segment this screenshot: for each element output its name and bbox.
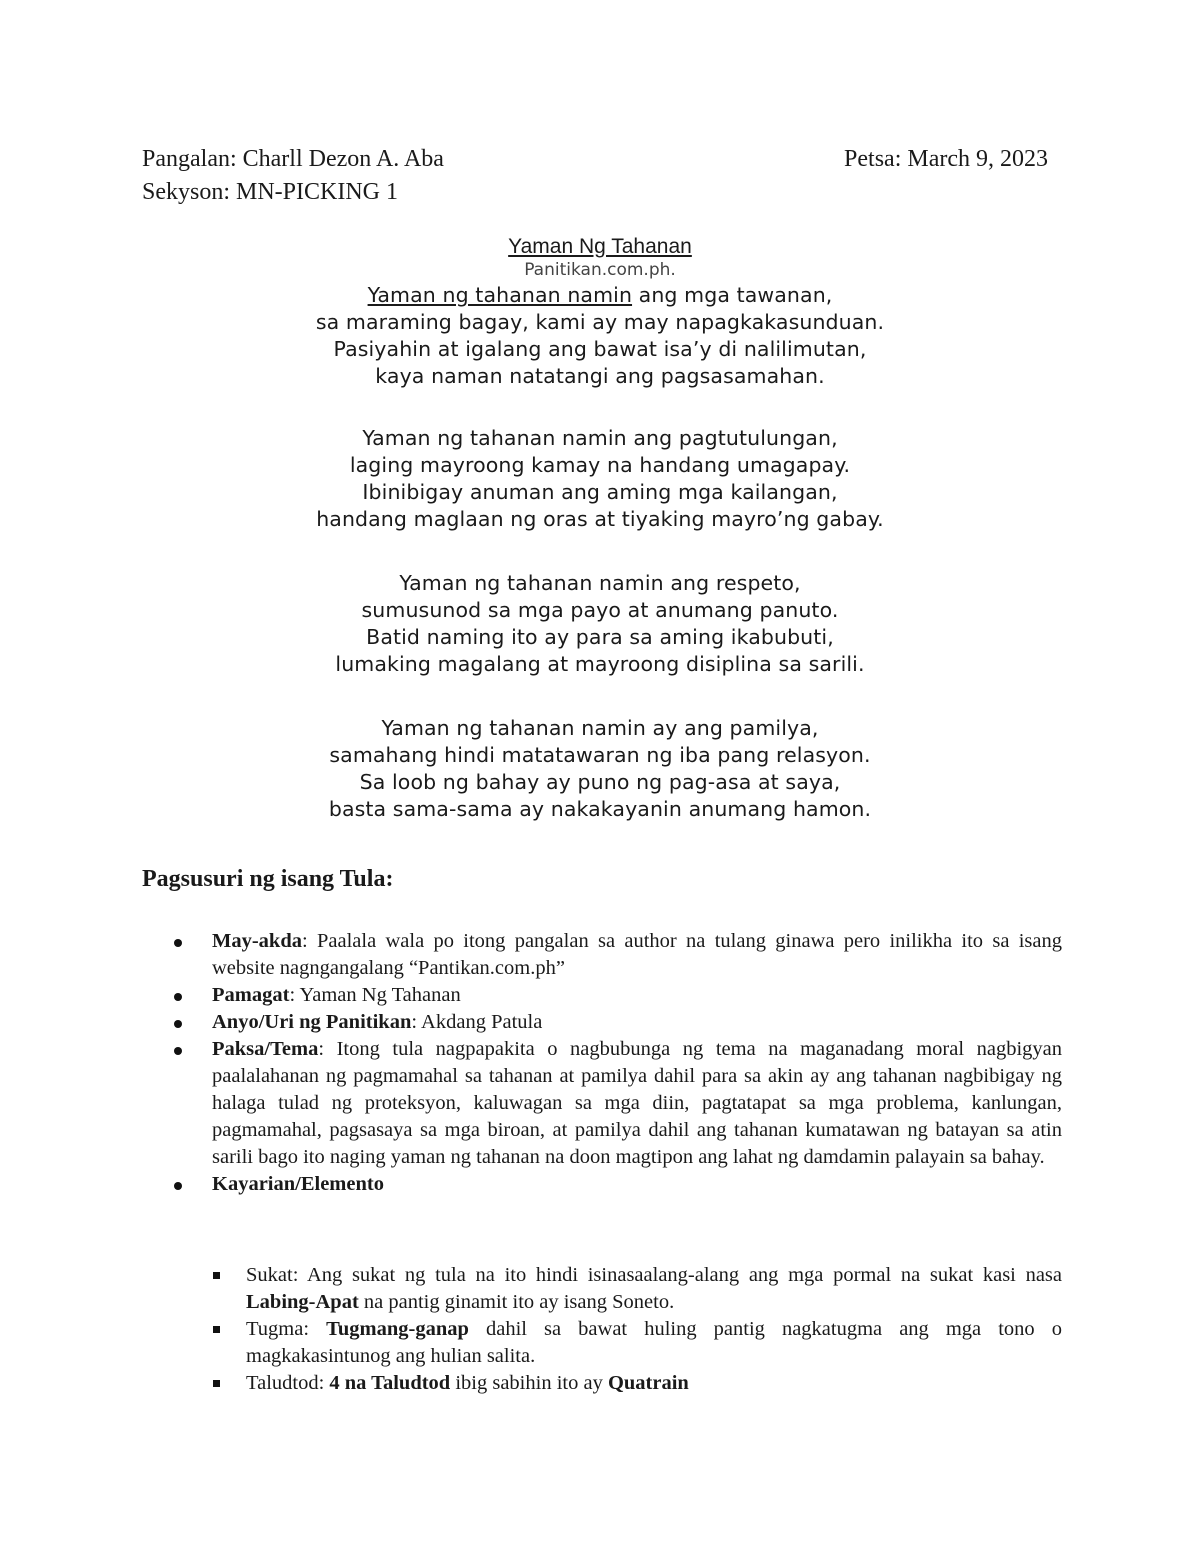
underlined-phrase: Yaman ng tahanan namin	[367, 283, 633, 307]
section: Sekyson: MN-PICKING 1	[142, 179, 399, 205]
stanza-1	[140, 282, 1060, 390]
stanza-4-line-1: Yaman ng tahanan namin ay ang pamilya,	[381, 716, 819, 740]
list-item-theme: Paksa/Tema: Itong tula nagpapakita o nagbubunga ng tema na maganadang moral nagbigyan paalalahanan ng pagmamahal sa tahanan at pamilya dahil para sa akin ay ang tahanan nagbibigay ng halaga tulad ng proteksyon, kaluwagan sa mga diin, pagtatapat sa mga problema, kanlungan, pagmamahal, pagsasaya sa mga biroan, at pamilya dahil ang tahanan kumatawan ng batayan sa atin sarili bago ito naging yaman ng tahanan na doon magtipon ang lahat ng damdamin palayain sa bahay.	[142, 1036, 1062, 1171]
bullet-icon	[174, 939, 182, 947]
stanza-2-line-1: Yaman ng tahanan namin ang pagtutulungan,	[362, 426, 838, 450]
bullet-icon	[174, 1182, 182, 1190]
stanza-2	[140, 425, 1060, 533]
stanza-1-line-2: sa maraming bagay, kami ay may napagkakasunduan.	[315, 310, 885, 334]
analysis-list	[142, 928, 1062, 1198]
stanza-2-line-4: handang maglaan ng oras at tiyaking mayro’ng gabay.	[316, 507, 884, 531]
sub-item-sukat: Sukat: Ang sukat ng tula na ito hindi isinasaalang-alang ang mga pormal na sukat kasi nasa Labing-Apat na pantig ginamit ito ay isang Soneto.	[142, 1262, 1062, 1316]
stanza-3-line-2: sumusunod sa mga payo at anumang panuto.	[361, 598, 839, 622]
stanza-3-line-4: lumaking magalang at mayroong disiplina sa sarili.	[335, 652, 865, 676]
list-item-author: May-akda: Paalala wala po itong pangalan sa author na tulang ginawa pero inilikha ito sa isang website nagngangalang “Pantikan.com.ph”	[142, 928, 1062, 982]
square-bullet-icon	[213, 1326, 220, 1333]
date: Petsa: March 9, 2023	[844, 146, 1048, 172]
stanza-4	[140, 715, 1060, 823]
bullet-icon	[174, 993, 182, 1001]
list-item-form: Anyo/Uri ng Panitikan: Akdang Patula	[142, 1009, 1062, 1036]
stanza-4-line-2: samahang hindi matatawaran ng iba pang relasyon.	[329, 743, 871, 767]
stanza-3-line-1: Yaman ng tahanan namin ang respeto,	[399, 571, 801, 595]
stanza-1-line-4: kaya naman natatangi ang pagsasamahan.	[375, 364, 825, 388]
poem-source: Panitikan.com.ph.	[524, 260, 676, 280]
sub-item-taludtod: Taludtod: 4 na Taludtod ibig sabihin ito ay Quatrain	[142, 1370, 1062, 1397]
stanza-1-line-3: Pasiyahin at igalang ang bawat isa’y di nalilimutan,	[333, 337, 867, 361]
bullet-icon	[174, 1020, 182, 1028]
analysis-title: Pagsusuri ng isang Tula:	[142, 866, 394, 892]
stanza-2-line-3: Ibinibigay anuman ang aming mga kailangan,	[362, 480, 838, 504]
stanza-1-line-1: Yaman ng tahanan namin ang mga tawanan,	[367, 283, 833, 307]
stanza-3	[140, 570, 1060, 678]
poem-title: Yaman Ng Tahanan	[508, 235, 692, 258]
elements-sublist	[142, 1262, 1062, 1397]
sub-item-tugma: Tugma: Tugmang-ganap dahil sa bawat huling pantig nagkatugma ang mga tono o magkakasintunog ang hulian salita.	[142, 1316, 1062, 1370]
list-item-elements: Kayarian/Elemento	[142, 1171, 1062, 1198]
square-bullet-icon	[213, 1272, 220, 1279]
stanza-4-line-3: Sa loob ng bahay ay puno ng pag-asa at saya,	[359, 770, 841, 794]
list-item-title: Pamagat: Yaman Ng Tahanan	[142, 982, 1062, 1009]
student-name: Pangalan: Charll Dezon A. Aba	[142, 146, 444, 172]
stanza-3-line-3: Batid naming ito ay para sa aming ikabubuti,	[366, 625, 834, 649]
square-bullet-icon	[213, 1380, 220, 1387]
stanza-4-line-4: basta sama-sama ay nakakayanin anumang hamon.	[328, 797, 872, 821]
bullet-icon	[174, 1047, 182, 1055]
stanza-2-line-2: laging mayroong kamay na handang umagapay.	[349, 453, 851, 477]
